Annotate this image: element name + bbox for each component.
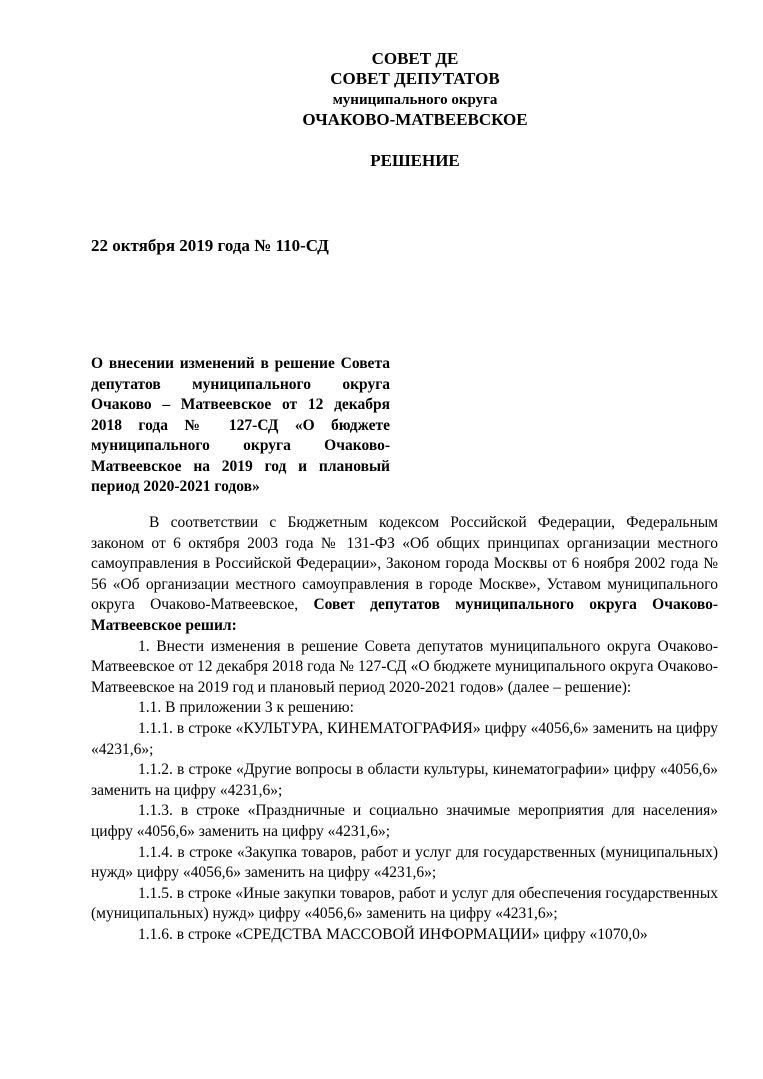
item-1: 1. Внести изменения в решение Совета депутатов муниципального округа Очаково-Матвеевское от 12 декабря 2018 года № 127-СД «О бюджете муниципального округа Очаково-Матвеевское на 2019 год и плановый период 2020-2021 годов» (далее – решение):	[91, 637, 718, 696]
item-1-1-1: 1.1.1. в строке «КУЛЬТУРА, КИНЕМАТОГРАФИЯ» цифру «4056,6» заменить на цифру «4231,6»;	[91, 719, 718, 758]
preamble-resolution: Совет депутатов муниципального округа Очаково-Матвеевское решил:	[91, 596, 718, 634]
header-line-1: СОВЕТ ДЕ	[371, 49, 459, 68]
item-1-1-2: 1.1.2. в строке «Другие вопросы в области культуры, кинематографии» цифру «4056,6» заменить на цифру «4231,6»;	[91, 761, 718, 799]
item-1-1-6: 1.1.6. в строке «СРЕДСТВА МАССОВОЙ ИНФОРМАЦИИ» цифру «1070,0»	[138, 925, 648, 943]
decision-date: 22 октября 2019 года № 110-СД	[91, 236, 329, 255]
decision-title: О внесении изменений в решение Совета депутатов муниципального округа Очаково – Матвеевское от 12 декабря 2018 года № 127-СД «О бюджете муниципального округа Очаково-Матвеевское на 2019 год и плановый период 2020-2021 годов»	[91, 355, 390, 495]
decision-heading: РЕШЕНИЕ	[370, 151, 460, 170]
preamble-paragraph	[91, 513, 718, 637]
document-body	[91, 513, 718, 945]
item-1-1-4: 1.1.4. в строке «Закупка товаров, работ и услуг для государственных (муниципальных) нужд» цифру «4056,6» заменить на цифру «4231,6»;	[91, 843, 718, 882]
district-subtitle: муниципального округа	[332, 92, 498, 108]
district-name: ОЧАКОВО-МАТВЕЕВСКОЕ	[302, 110, 528, 129]
preamble-text: В соответствии с Бюджетным кодексом Российской Федерации, Федеральным законом от 6 октября 2003 года № 131-ФЗ «Об общих принципах организации местного самоуправления в Российской Федерации», Законом города Москвы от 6 ноября 2002 года № 56 «Об организации местного самоуправления в городе Москве», Уставом муниципального округа Очаково-Матвеевское,	[91, 514, 718, 614]
item-1-1-5: 1.1.5. в строке «Иные закупки товаров, работ и услуг для обеспечения государственных (муниципальных) нужд» цифру «4056,6» заменить на цифру «4231,6»;	[91, 884, 718, 923]
item-1-1: 1.1. В приложении 3 к решению:	[138, 699, 354, 717]
council-name: СОВЕТ ДЕПУТАТОВ	[330, 69, 500, 88]
item-1-1-3: 1.1.3. в строке «Праздничные и социально значимые мероприятия для населения» цифру «4056,6» заменить на цифру «4231,6»;	[91, 802, 718, 840]
